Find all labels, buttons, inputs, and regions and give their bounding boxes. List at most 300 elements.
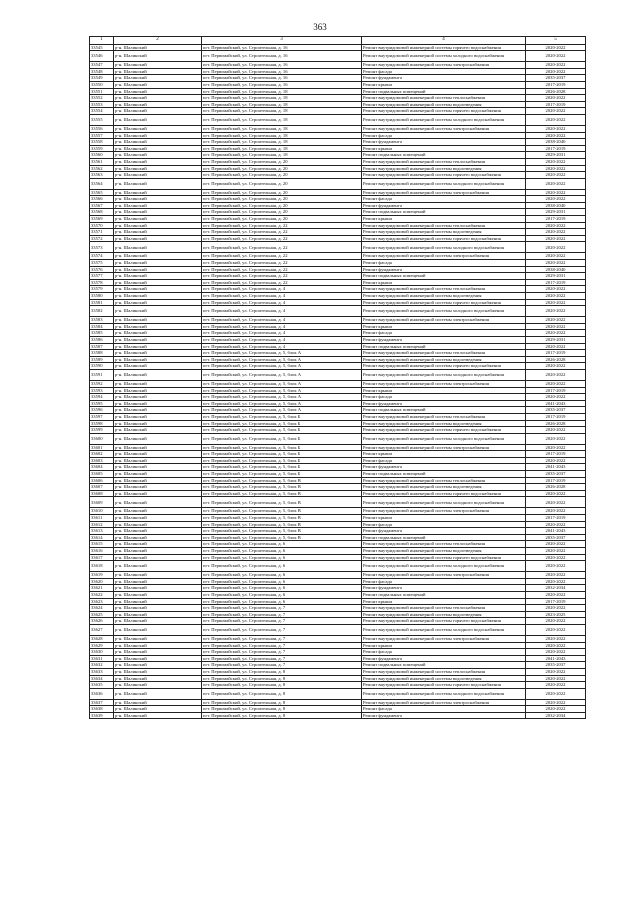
work-type-cell: Ремонт подвальных помещений: [362, 591, 526, 598]
district-cell: р-н. Шалинский: [114, 624, 202, 635]
period-cell: 2020-2022: [526, 572, 586, 579]
period-cell: 2026-2028: [526, 88, 586, 95]
table-row: [90, 387, 586, 394]
address-cell: пгт. Первомайский, ул. Строительная, д. 5, блок Б: [202, 457, 362, 464]
row-id-cell: 33633: [90, 668, 114, 675]
address-cell: пгт. Первомайский, ул. Строительная, д. 20: [202, 172, 362, 179]
table-row: [90, 152, 586, 159]
row-id-cell: 33603: [90, 457, 114, 464]
row-id-cell: 33619: [90, 572, 114, 579]
work-type-cell: Ремонт внутридомовой инженерной системы водоотведения: [362, 611, 526, 618]
table-row: [90, 598, 586, 605]
address-cell: пгт. Первомайский, ул. Строительная, д. 7: [202, 655, 362, 662]
address-cell: пгт. Первомайский, ул. Строительная, д. 20: [202, 196, 362, 203]
period-cell: 2035-2037: [526, 534, 586, 541]
work-type-cell: Ремонт подвальных помещений: [362, 273, 526, 280]
table-row: [90, 675, 586, 682]
row-id-cell: 33612: [90, 521, 114, 528]
table-row: [90, 158, 586, 165]
work-type-cell: Ремонт внутридомовой инженерной системы теплоснабжения: [362, 413, 526, 420]
period-cell: 2020-2022: [526, 293, 586, 300]
address-cell: пгт. Первомайский, ул. Строительная, д. 20: [202, 178, 362, 189]
district-cell: р-н. Шалинский: [114, 649, 202, 656]
work-type-cell: Ремонт крыши: [362, 145, 526, 152]
period-cell: 2017-2019: [526, 413, 586, 420]
district-cell: р-н. Шалинский: [114, 433, 202, 444]
table-row: [90, 420, 586, 427]
district-cell: р-н. Шалинский: [114, 216, 202, 223]
work-type-cell: Ремонт внутридомовой инженерной системы теплоснабжения: [362, 350, 526, 357]
period-cell: 2020-2022: [526, 363, 586, 370]
work-type-cell: Ремонт фасада: [362, 132, 526, 139]
district-cell: р-н. Шалинский: [114, 95, 202, 102]
work-type-cell: Ремонт внутридомовой инженерной системы горячего водоснабжения: [362, 172, 526, 179]
period-cell: 2017-2019: [526, 279, 586, 286]
table-row: [90, 554, 586, 561]
period-cell: 2029-2031: [526, 152, 586, 159]
row-id-cell: 33578: [90, 279, 114, 286]
work-type-cell: Ремонт внутридомовой инженерной системы водоотведения: [362, 548, 526, 555]
district-cell: р-н. Шалинский: [114, 688, 202, 699]
district-cell: р-н. Шалинский: [114, 598, 202, 605]
address-cell: пгт. Первомайский, ул. Строительная, д. 7: [202, 662, 362, 669]
row-id-cell: 33570: [90, 222, 114, 229]
table-row: [90, 229, 586, 236]
table-row: [90, 202, 586, 209]
district-cell: р-н. Шалинский: [114, 293, 202, 300]
row-id-cell: 33632: [90, 662, 114, 669]
period-cell: 2020-2022: [526, 330, 586, 337]
period-cell: 2020-2022: [526, 618, 586, 625]
district-cell: р-н. Шалинский: [114, 330, 202, 337]
work-type-cell: Ремонт фасада: [362, 521, 526, 528]
address-cell: пгт. Первомайский, ул. Строительная, д. 8: [202, 706, 362, 713]
district-cell: р-н. Шалинский: [114, 336, 202, 343]
row-id-cell: 33597: [90, 413, 114, 420]
period-cell: 2020-2022: [526, 242, 586, 253]
table-row: [90, 299, 586, 306]
page-number: 363: [313, 22, 327, 32]
row-id-cell: 33598: [90, 420, 114, 427]
period-cell: 2029-2031: [526, 336, 586, 343]
address-cell: пгт. Первомайский, ул. Строительная, д. 18: [202, 152, 362, 159]
work-type-cell: Ремонт внутридомовой инженерной системы водоотведения: [362, 293, 526, 300]
address-cell: пгт. Первомайский, ул. Строительная, д. 18: [202, 88, 362, 95]
address-cell: пгт. Первомайский, ул. Строительная, д. 5, блок А: [202, 394, 362, 401]
work-type-cell: Ремонт подвальных помещений: [362, 152, 526, 159]
table-row: [90, 306, 586, 317]
district-cell: р-н. Шалинский: [114, 323, 202, 330]
row-id-cell: 33592: [90, 380, 114, 387]
period-cell: 2020-2022: [526, 165, 586, 172]
district-cell: р-н. Шалинский: [114, 635, 202, 642]
period-cell: 2017-2019: [526, 81, 586, 88]
work-type-cell: Ремонт крыши: [362, 81, 526, 88]
address-cell: пгт. Первомайский, ул. Строительная, д. 5, блок Б: [202, 427, 362, 434]
row-id-cell: 33591: [90, 369, 114, 380]
work-type-cell: Ремонт фундамента: [362, 464, 526, 471]
column-header: 3: [202, 37, 362, 45]
address-cell: пгт. Первомайский, ул. Строительная, д. 18: [202, 114, 362, 125]
work-type-cell: Ремонт фасада: [362, 457, 526, 464]
table-row: [90, 605, 586, 612]
table-row: [90, 323, 586, 330]
work-type-cell: Ремонт внутридомовой инженерной системы холодного водоснабжения: [362, 369, 526, 380]
period-cell: 2020-2022: [526, 591, 586, 598]
table-row: [90, 178, 586, 189]
column-header: 4: [362, 37, 526, 45]
period-cell: 2032-2034: [526, 585, 586, 592]
address-cell: пгт. Первомайский, ул. Строительная, д. 5, блок Б: [202, 451, 362, 458]
address-cell: пгт. Первомайский, ул. Строительная, д. 5, блок В: [202, 534, 362, 541]
district-cell: р-н. Шалинский: [114, 101, 202, 108]
row-id-cell: 33611: [90, 515, 114, 522]
period-cell: 2020-2022: [526, 260, 586, 267]
column-header: 2: [114, 37, 202, 45]
address-cell: пгт. Первомайский, ул. Строительная, д. 6: [202, 548, 362, 555]
period-cell: 2041-2043: [526, 528, 586, 535]
period-cell: 2035-2037: [526, 662, 586, 669]
work-type-cell: Ремонт внутридомовой инженерной системы электроснабжения: [362, 380, 526, 387]
period-cell: 2020-2022: [526, 427, 586, 434]
table-row: [90, 330, 586, 337]
period-cell: 2017-2019: [526, 216, 586, 223]
row-id-cell: 33547: [90, 62, 114, 69]
row-id-cell: 33576: [90, 266, 114, 273]
district-cell: р-н. Шалинский: [114, 490, 202, 497]
district-cell: р-н. Шалинский: [114, 380, 202, 387]
period-cell: 2038-2040: [526, 266, 586, 273]
work-type-cell: Ремонт внутридомовой инженерной системы водоотведения: [362, 229, 526, 236]
table-row: [90, 394, 586, 401]
work-type-cell: Ремонт фасада: [362, 260, 526, 267]
row-id-cell: 33617: [90, 554, 114, 561]
row-id-cell: 33577: [90, 273, 114, 280]
table-row: [90, 165, 586, 172]
district-cell: р-н. Шалинский: [114, 139, 202, 146]
table-row: [90, 101, 586, 108]
table-row: [90, 242, 586, 253]
address-cell: пгт. Первомайский, ул. Строительная, д. 5, блок А: [202, 387, 362, 394]
period-cell: 2020-2022: [526, 490, 586, 497]
table-row: [90, 699, 586, 706]
work-type-cell: Ремонт внутридомовой инженерной системы горячего водоснабжения: [362, 490, 526, 497]
row-id-cell: 33579: [90, 286, 114, 293]
work-type-cell: Ремонт внутридомовой инженерной системы горячего водоснабжения: [362, 682, 526, 689]
period-cell: 2026-2028: [526, 484, 586, 491]
table-row: [90, 196, 586, 203]
work-type-cell: Ремонт внутридомовой инженерной системы холодного водоснабжения: [362, 433, 526, 444]
period-cell: 2020-2022: [526, 125, 586, 132]
row-id-cell: 33562: [90, 165, 114, 172]
address-cell: пгт. Первомайский, ул. Строительная, д. 16: [202, 75, 362, 82]
table-row: [90, 541, 586, 548]
district-cell: р-н. Шалинский: [114, 172, 202, 179]
period-cell: 2020-2022: [526, 222, 586, 229]
address-cell: пгт. Первомайский, ул. Строительная, д. 7: [202, 635, 362, 642]
row-id-cell: 33551: [90, 88, 114, 95]
table-row: [90, 81, 586, 88]
address-cell: пгт. Первомайский, ул. Строительная, д. 20: [202, 216, 362, 223]
period-cell: 2020-2022: [526, 444, 586, 451]
table-row: [90, 235, 586, 242]
table-row: [90, 125, 586, 132]
row-id-cell: 33593: [90, 387, 114, 394]
address-cell: пгт. Первомайский, ул. Строительная, д. 4: [202, 323, 362, 330]
address-cell: пгт. Первомайский, ул. Строительная, д. 5, блок Б: [202, 420, 362, 427]
address-cell: пгт. Первомайский, ул. Строительная, д. 4: [202, 317, 362, 324]
period-cell: 2020-2022: [526, 51, 586, 62]
work-type-cell: Ремонт внутридомовой инженерной системы теплоснабжения: [362, 286, 526, 293]
district-cell: р-н. Шалинский: [114, 484, 202, 491]
row-id-cell: 33550: [90, 81, 114, 88]
table-row: [90, 139, 586, 146]
row-id-cell: 33626: [90, 618, 114, 625]
table-row: [90, 668, 586, 675]
row-id-cell: 33563: [90, 172, 114, 179]
work-type-cell: Ремонт внутридомовой инженерной системы горячего водоснабжения: [362, 44, 526, 51]
row-id-cell: 33602: [90, 451, 114, 458]
work-type-cell: Ремонт внутридомовой инженерной системы горячего водоснабжения: [362, 235, 526, 242]
work-type-cell: Ремонт внутридомовой инженерной системы электроснабжения: [362, 444, 526, 451]
table-row: [90, 407, 586, 414]
period-cell: 2017-2019: [526, 101, 586, 108]
table-row: [90, 528, 586, 535]
district-cell: р-н. Шалинский: [114, 242, 202, 253]
row-id-cell: 33565: [90, 189, 114, 196]
work-type-cell: Ремонт крыши: [362, 515, 526, 522]
row-id-cell: 33561: [90, 158, 114, 165]
district-cell: р-н. Шалинский: [114, 427, 202, 434]
period-cell: 2020-2022: [526, 62, 586, 69]
period-cell: 2020-2022: [526, 699, 586, 706]
table-row: [90, 457, 586, 464]
table-row: [90, 363, 586, 370]
row-id-cell: 33613: [90, 528, 114, 535]
period-cell: 2020-2022: [526, 688, 586, 699]
work-type-cell: Ремонт внутридомовой инженерной системы электроснабжения: [362, 508, 526, 515]
work-type-cell: Ремонт подвальных помещений: [362, 343, 526, 350]
district-cell: р-н. Шалинский: [114, 356, 202, 363]
district-cell: р-н. Шалинский: [114, 209, 202, 216]
table-row: [90, 471, 586, 478]
district-cell: р-н. Шалинский: [114, 541, 202, 548]
work-type-cell: Ремонт подвальных помещений: [362, 471, 526, 478]
row-id-cell: 33555: [90, 114, 114, 125]
row-id-cell: 33630: [90, 649, 114, 656]
row-id-cell: 33546: [90, 51, 114, 62]
table-row: [90, 413, 586, 420]
table-row: [90, 132, 586, 139]
repair-schedule-table: [89, 36, 586, 719]
address-cell: пгт. Первомайский, ул. Строительная, д. 18: [202, 108, 362, 115]
table-row: [90, 497, 586, 508]
work-type-cell: Ремонт крыши: [362, 216, 526, 223]
work-type-cell: Ремонт внутридомовой инженерной системы электроснабжения: [362, 572, 526, 579]
district-cell: р-н. Шалинский: [114, 202, 202, 209]
row-id-cell: 33587: [90, 343, 114, 350]
district-cell: р-н. Шалинский: [114, 712, 202, 719]
period-cell: 2020-2022: [526, 635, 586, 642]
row-id-cell: 33622: [90, 591, 114, 598]
address-cell: пгт. Первомайский, ул. Строительная, д. 5, блок В: [202, 484, 362, 491]
work-type-cell: Ремонт фундамента: [362, 528, 526, 535]
period-cell: 2017-2019: [526, 145, 586, 152]
address-cell: пгт. Первомайский, ул. Строительная, д. 6: [202, 554, 362, 561]
district-cell: р-н. Шалинский: [114, 369, 202, 380]
work-type-cell: Ремонт фундамента: [362, 266, 526, 273]
row-id-cell: 33600: [90, 433, 114, 444]
work-type-cell: Ремонт внутридомовой инженерной системы водоотведения: [362, 420, 526, 427]
district-cell: р-н. Шалинский: [114, 44, 202, 51]
address-cell: пгт. Первомайский, ул. Строительная, д. 5, блок А: [202, 380, 362, 387]
district-cell: р-н. Шалинский: [114, 444, 202, 451]
work-type-cell: Ремонт подвальных помещений: [362, 209, 526, 216]
row-id-cell: 33608: [90, 490, 114, 497]
table-row: [90, 172, 586, 179]
address-cell: пгт. Первомайский, ул. Строительная, д. 20: [202, 165, 362, 172]
work-type-cell: Ремонт фасада: [362, 578, 526, 585]
address-cell: пгт. Первомайский, ул. Строительная, д. 8: [202, 675, 362, 682]
district-cell: р-н. Шалинский: [114, 451, 202, 458]
table-row: [90, 611, 586, 618]
row-id-cell: 33607: [90, 484, 114, 491]
district-cell: р-н. Шалинский: [114, 266, 202, 273]
district-cell: р-н. Шалинский: [114, 279, 202, 286]
table-row: [90, 317, 586, 324]
table-row: [90, 642, 586, 649]
work-type-cell: Ремонт фундамента: [362, 400, 526, 407]
period-cell: 2038-2040: [526, 202, 586, 209]
district-cell: р-н. Шалинский: [114, 114, 202, 125]
row-id-cell: 33588: [90, 350, 114, 357]
address-cell: пгт. Первомайский, ул. Строительная, д. 18: [202, 95, 362, 102]
address-cell: пгт. Первомайский, ул. Строительная, д. 20: [202, 158, 362, 165]
address-cell: пгт. Первомайский, ул. Строительная, д. 22: [202, 229, 362, 236]
period-cell: 2020-2022: [526, 649, 586, 656]
district-cell: р-н. Шалинский: [114, 394, 202, 401]
district-cell: р-н. Шалинский: [114, 578, 202, 585]
district-cell: р-н. Шалинский: [114, 343, 202, 350]
period-cell: 2020-2022: [526, 299, 586, 306]
address-cell: пгт. Первомайский, ул. Строительная, д. 4: [202, 286, 362, 293]
row-id-cell: 33627: [90, 624, 114, 635]
period-cell: 2020-2022: [526, 668, 586, 675]
address-cell: пгт. Первомайский, ул. Строительная, д. 8: [202, 688, 362, 699]
district-cell: р-н. Шалинский: [114, 299, 202, 306]
district-cell: р-н. Шалинский: [114, 350, 202, 357]
row-id-cell: 33637: [90, 699, 114, 706]
district-cell: р-н. Шалинский: [114, 178, 202, 189]
address-cell: пгт. Первомайский, ул. Строительная, д. 5, блок А: [202, 407, 362, 414]
address-cell: пгт. Первомайский, ул. Строительная, д. 8: [202, 699, 362, 706]
table-row: [90, 618, 586, 625]
district-cell: р-н. Шалинский: [114, 662, 202, 669]
table-row: [90, 451, 586, 458]
column-number-row: [90, 37, 586, 45]
table-row: [90, 286, 586, 293]
row-id-cell: 33596: [90, 407, 114, 414]
district-cell: р-н. Шалинский: [114, 585, 202, 592]
district-cell: р-н. Шалинский: [114, 235, 202, 242]
work-type-cell: Ремонт внутридомовой инженерной системы горячего водоснабжения: [362, 427, 526, 434]
district-cell: р-н. Шалинский: [114, 561, 202, 572]
table-row: [90, 655, 586, 662]
table-row: [90, 88, 586, 95]
district-cell: р-н. Шалинский: [114, 152, 202, 159]
address-cell: пгт. Первомайский, ул. Строительная, д. 4: [202, 330, 362, 337]
row-id-cell: 33572: [90, 235, 114, 242]
period-cell: 2020-2022: [526, 196, 586, 203]
row-id-cell: 33564: [90, 178, 114, 189]
table-row: [90, 712, 586, 719]
address-cell: пгт. Первомайский, ул. Строительная, д. 6: [202, 591, 362, 598]
work-type-cell: Ремонт внутридомовой инженерной системы электроснабжения: [362, 253, 526, 260]
period-cell: 2020-2022: [526, 508, 586, 515]
row-id-cell: 33569: [90, 216, 114, 223]
row-id-cell: 33573: [90, 242, 114, 253]
district-cell: р-н. Шалинский: [114, 572, 202, 579]
district-cell: р-н. Шалинский: [114, 125, 202, 132]
table-row: [90, 477, 586, 484]
work-type-cell: Ремонт внутридомовой инженерной системы горячего водоснабжения: [362, 618, 526, 625]
table-row: [90, 253, 586, 260]
district-cell: р-н. Шалинский: [114, 611, 202, 618]
work-type-cell: Ремонт подвальных помещений: [362, 88, 526, 95]
row-id-cell: 33575: [90, 260, 114, 267]
address-cell: пгт. Первомайский, ул. Строительная, д. 5, блок В: [202, 508, 362, 515]
district-cell: р-н. Шалинский: [114, 81, 202, 88]
address-cell: пгт. Первомайский, ул. Строительная, д. 5, блок А: [202, 400, 362, 407]
row-id-cell: 33589: [90, 356, 114, 363]
period-cell: 2020-2022: [526, 306, 586, 317]
work-type-cell: Ремонт фундамента: [362, 712, 526, 719]
period-cell: 2017-2019: [526, 477, 586, 484]
period-cell: 2017-2019: [526, 515, 586, 522]
row-id-cell: 33557: [90, 132, 114, 139]
address-cell: пгт. Первомайский, ул. Строительная, д. 18: [202, 145, 362, 152]
district-cell: р-н. Шалинский: [114, 471, 202, 478]
work-type-cell: Ремонт фундамента: [362, 655, 526, 662]
work-type-cell: Ремонт внутридомовой инженерной системы теплоснабжения: [362, 222, 526, 229]
work-type-cell: Ремонт внутридомовой инженерной системы водоотведения: [362, 675, 526, 682]
period-cell: 2020-2022: [526, 323, 586, 330]
district-cell: р-н. Шалинский: [114, 196, 202, 203]
district-cell: р-н. Шалинский: [114, 229, 202, 236]
address-cell: пгт. Первомайский, ул. Строительная, д. 8: [202, 712, 362, 719]
work-type-cell: Ремонт внутридомовой инженерной системы водоотведения: [362, 165, 526, 172]
period-cell: 2020-2022: [526, 369, 586, 380]
address-cell: пгт. Первомайский, ул. Строительная, д. 5, блок Б: [202, 464, 362, 471]
work-type-cell: Ремонт внутридомовой инженерной системы холодного водоснабжения: [362, 624, 526, 635]
row-id-cell: 33618: [90, 561, 114, 572]
work-type-cell: Ремонт внутридомовой инженерной системы горячего водоснабжения: [362, 554, 526, 561]
address-cell: пгт. Первомайский, ул. Строительная, д. 20: [202, 189, 362, 196]
table-row: [90, 635, 586, 642]
period-cell: 2026-2028: [526, 420, 586, 427]
district-cell: р-н. Шалинский: [114, 682, 202, 689]
table-body: [90, 44, 586, 719]
address-cell: пгт. Первомайский, ул. Строительная, д. 4: [202, 299, 362, 306]
district-cell: р-н. Шалинский: [114, 675, 202, 682]
address-cell: пгт. Первомайский, ул. Строительная, д. 22: [202, 235, 362, 242]
table-row: [90, 108, 586, 115]
address-cell: пгт. Первомайский, ул. Строительная, д. 16: [202, 51, 362, 62]
period-cell: 2020-2022: [526, 548, 586, 555]
period-cell: 2020-2022: [526, 394, 586, 401]
period-cell: 2020-2022: [526, 95, 586, 102]
row-id-cell: 33594: [90, 394, 114, 401]
